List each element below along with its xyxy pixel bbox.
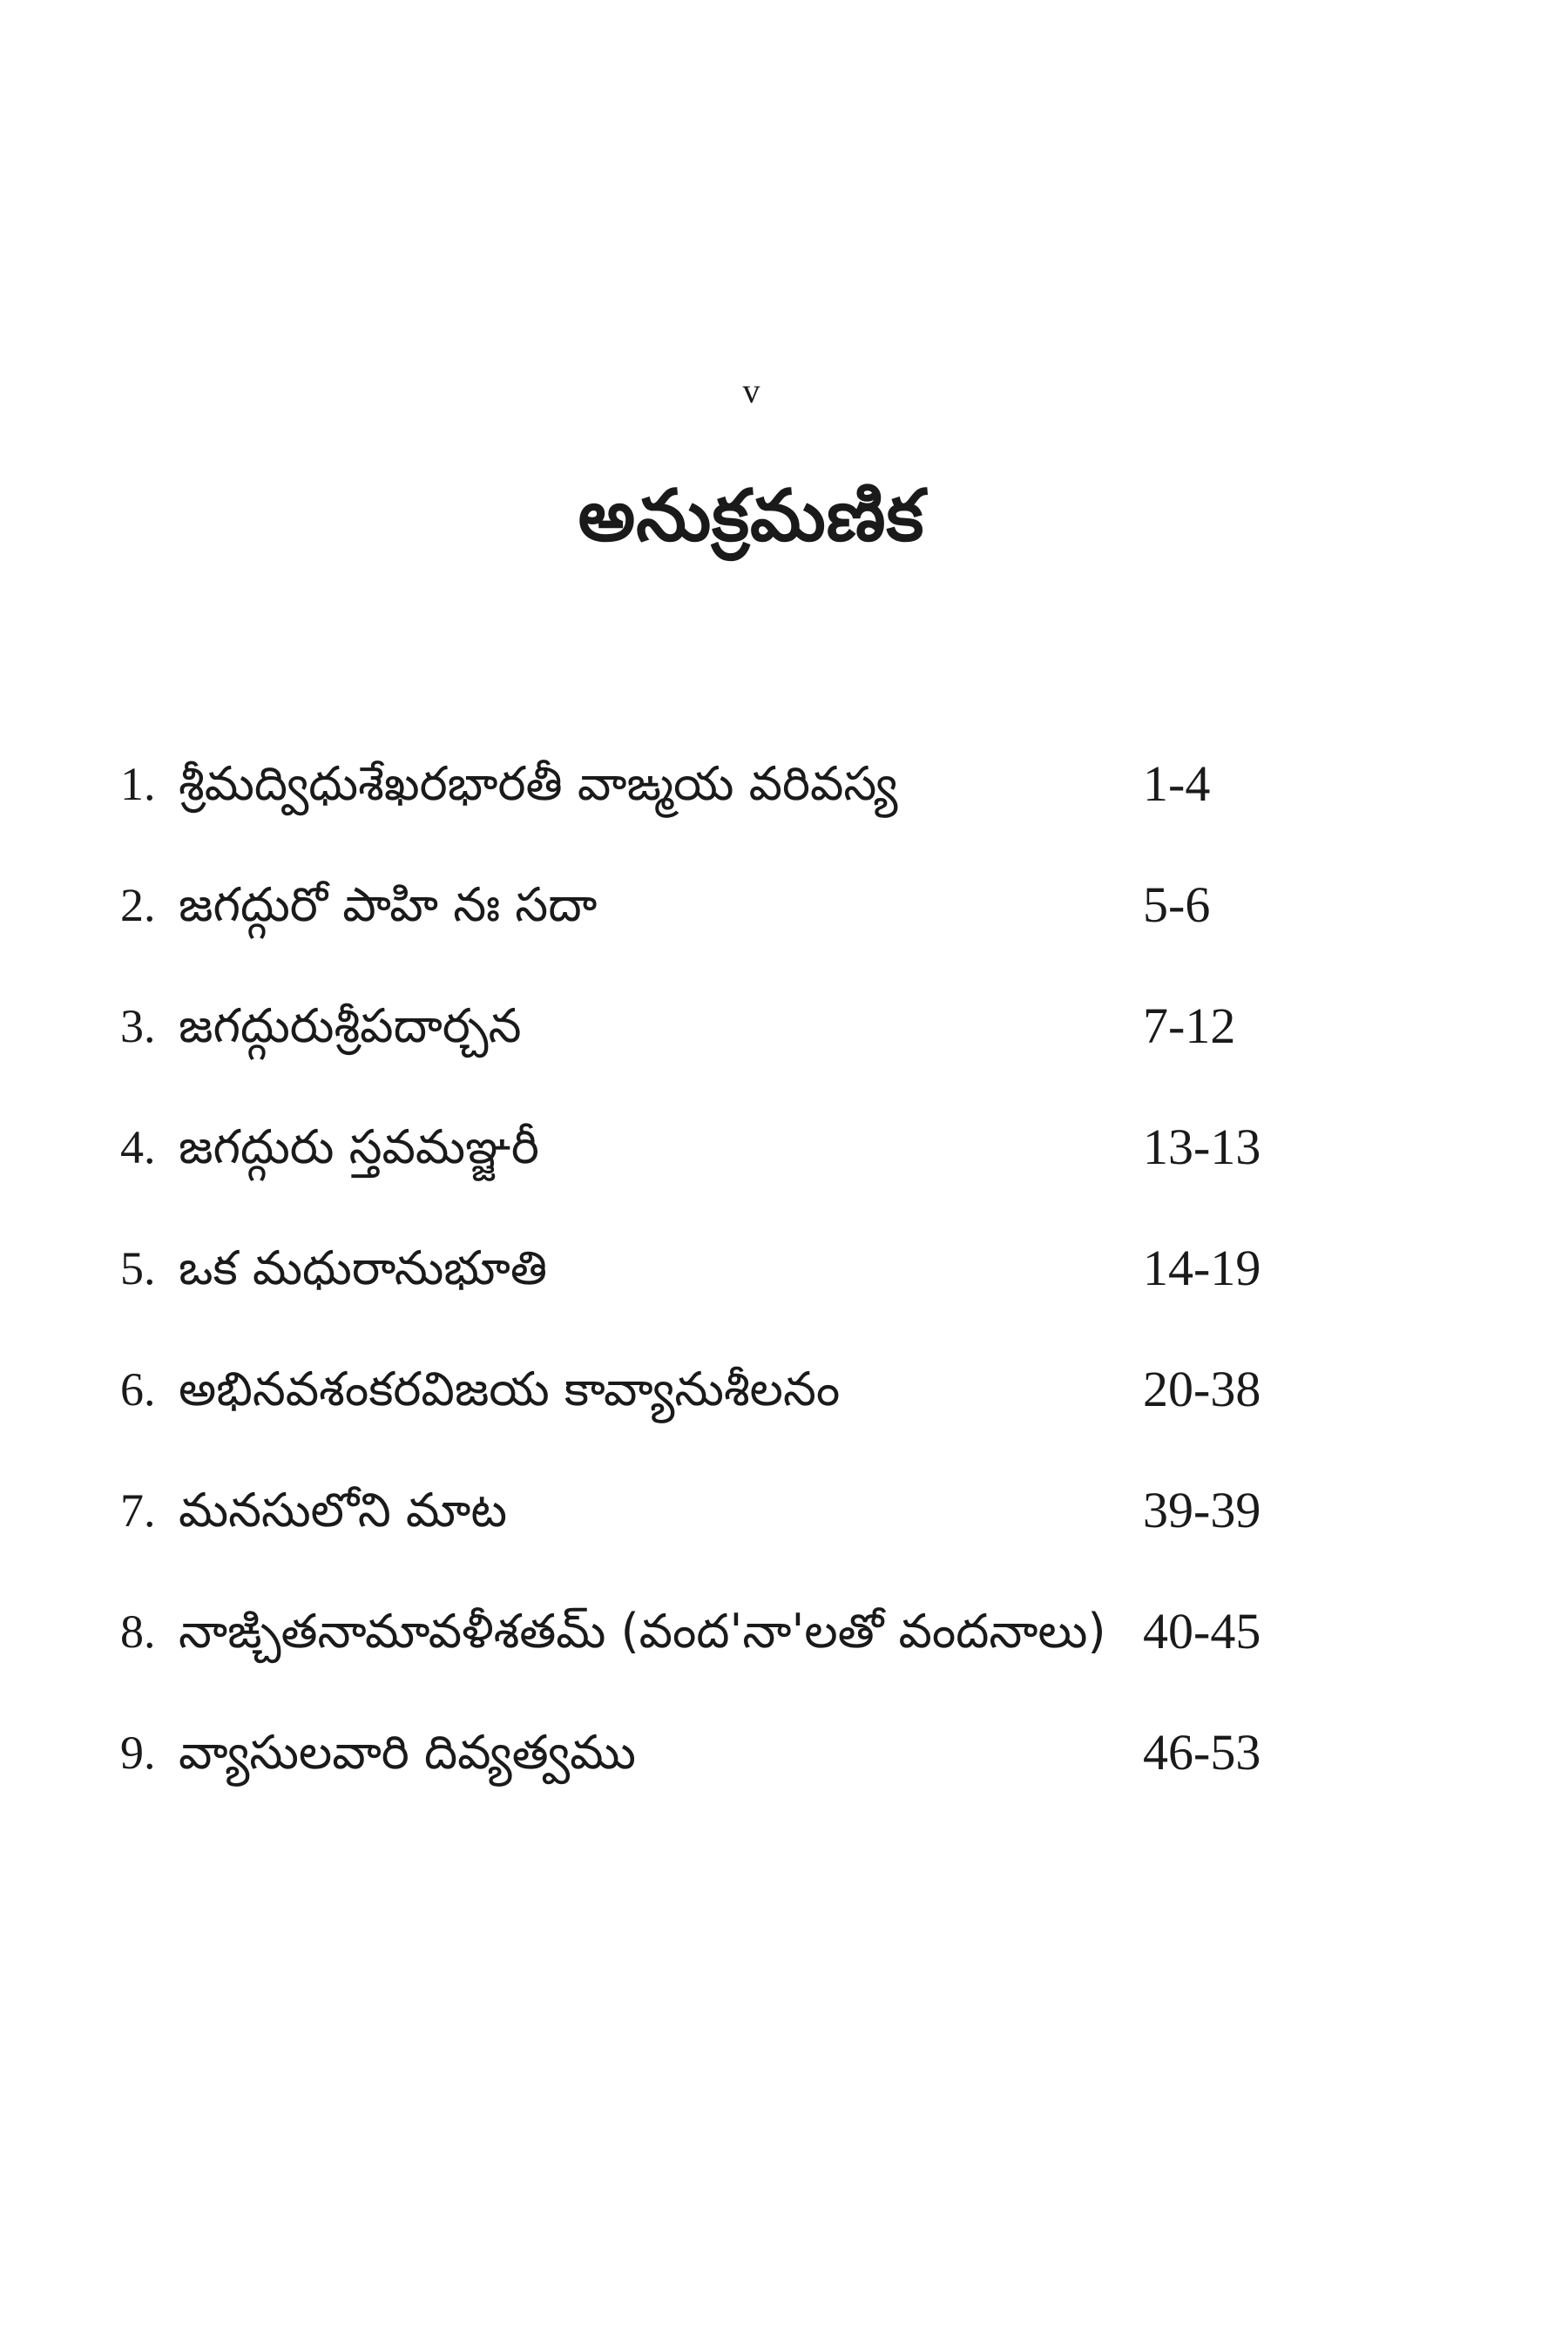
- toc-entry: [0, 1476, 1568, 1597]
- toc-entry-pages: 20-38: [1143, 1361, 1261, 1417]
- toc-entry-number: 5.: [120, 1242, 156, 1294]
- toc-entry-pages: 7-12: [1143, 997, 1236, 1054]
- toc-entry-pages: 1-4: [1143, 755, 1211, 812]
- toc-entry-pages: 13-13: [1143, 1119, 1261, 1175]
- toc-entry-number: 7.: [120, 1484, 156, 1537]
- toc-entry: [0, 870, 1568, 991]
- toc-entry: [0, 1597, 1568, 1718]
- toc-entry-pages: 40-45: [1143, 1603, 1261, 1659]
- toc-entry-pages: 39-39: [1143, 1482, 1261, 1538]
- toc-entry-title: నాఙ్చితనామావళీశతమ్ (వంద'నా'లతో వందనాలు): [179, 1604, 1106, 1659]
- toc-entry-title: శ్రీమద్విధుశేఖరభారతీ వాఙ్మయ వరివస్య: [179, 756, 898, 811]
- toc-entry-pages: 14-19: [1143, 1240, 1261, 1296]
- page-number: v: [742, 371, 760, 410]
- toc-entry-title: ఒక మధురానుభూతి: [179, 1240, 548, 1295]
- toc-entry-number: 2.: [120, 879, 156, 931]
- toc-entry-pages: 46-53: [1143, 1724, 1261, 1781]
- toc-entry-title: జగద్గురుశ్రీపదార్చన: [179, 998, 522, 1053]
- toc-entry-number: 3.: [120, 1000, 156, 1052]
- toc-entry-title: వ్యాసులవారి దివ్యత్వము: [179, 1725, 636, 1780]
- toc-entry-pages: 5-6: [1143, 876, 1211, 933]
- toc-entry-title: అభినవశంకరవిజయ కావ్యానుశీలనం: [179, 1362, 841, 1416]
- toc-entry: [0, 749, 1568, 870]
- toc-entry-title: మనసులోని మాట: [179, 1483, 508, 1538]
- toc-entry-number: 8.: [120, 1605, 156, 1658]
- toc-entry-number: 6.: [120, 1363, 156, 1416]
- toc-entry: [0, 1355, 1568, 1476]
- toc-entry: [0, 991, 1568, 1112]
- toc-entry: [0, 1112, 1568, 1233]
- toc-entry-title: జగద్గురో పాహి నః సదా: [179, 877, 598, 932]
- toc-entry-number: 4.: [120, 1121, 156, 1173]
- toc-entry-number: 1.: [120, 758, 156, 810]
- toc-entry: [0, 1233, 1568, 1355]
- toc-entry-number: 9.: [120, 1727, 156, 1779]
- table-of-contents: [0, 749, 1568, 1839]
- toc-entry-title: జగద్గురు స్తవమఞ్జరీ: [179, 1119, 539, 1174]
- toc-entry: [0, 1718, 1568, 1839]
- page-title: అనుక్రమణిక: [578, 475, 925, 558]
